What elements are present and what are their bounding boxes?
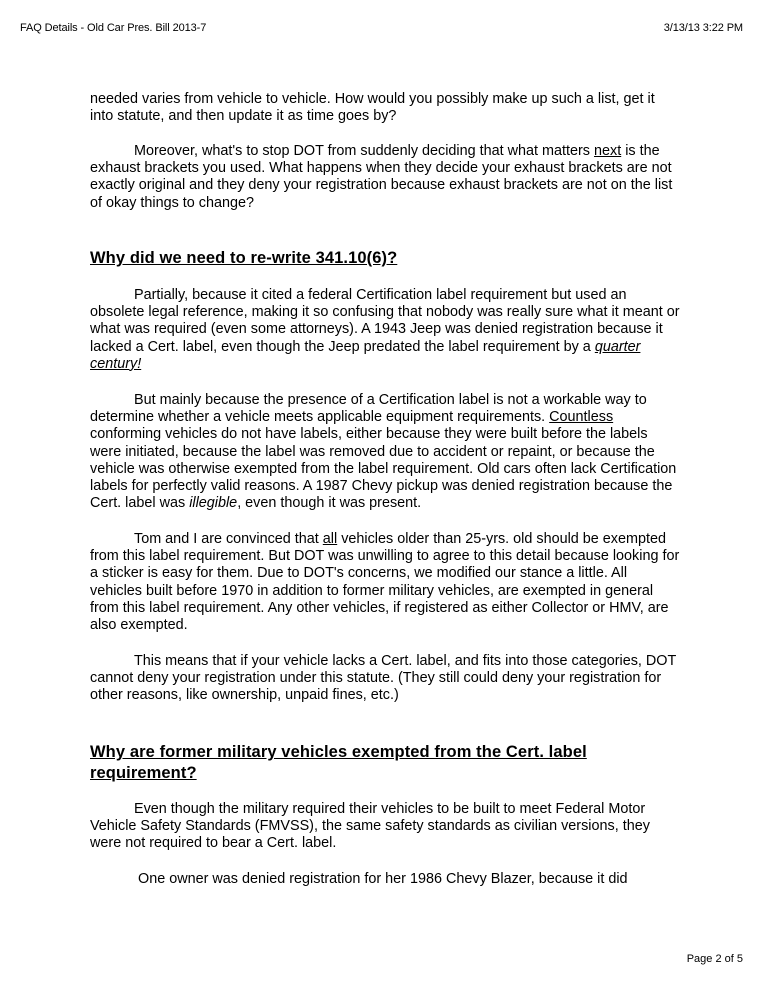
emphasis-countless: Countless xyxy=(549,409,614,426)
emphasis-next: next xyxy=(594,143,622,159)
paragraph-list-intro xyxy=(90,91,680,125)
paragraph-4-text-c: , even though it was present. xyxy=(237,495,422,512)
paragraph-7: Even though the military required their vehicles to be built to meet Federal Motor Vehicle Safety Standards (FMVSS), the same safety standards as civilian versions, they were not required to bear a Cert. label. xyxy=(90,801,650,852)
emphasis-illegible: illegible xyxy=(189,495,238,512)
paragraph-1: needed varies from vehicle to vehicle. How would you possibly make up such a list, get it into statute, and then update it as time goes by? xyxy=(90,91,655,125)
paragraph-4-text-a: But mainly because the presence of a Certification label is not a workable way to determine whether a vehicle meets applicable equipment requirements. xyxy=(90,392,647,426)
emphasis-quarter-century: quarter century! xyxy=(90,338,641,372)
paragraph-2-text-a: Moreover, what's to stop DOT from suddenly deciding that what matters xyxy=(134,143,594,159)
page-number: Page 2 of 5 xyxy=(686,953,743,965)
paragraph-2 xyxy=(90,143,680,212)
paragraph-3-text: Partially, because it cited a federal Certification label requirement but used an obsolete legal reference, making it so confusing that nobody was really sure what it meant or what was required (even some attorneys). A 1943 Jeep was denied registration because it lacked a Cert. label, even though the Jeep predated the label requirement by a xyxy=(90,287,680,355)
print-timestamp: 3/13/13 3:22 PM xyxy=(663,22,743,34)
paragraph-2-text-b: is the exhaust brackets you used. What happens when they decide your exhaust brackets are not exactly original and they deny your registration because exhaust brackets are not on the list of okay things to change? xyxy=(90,143,673,211)
paragraph-6: This means that if your vehicle lacks a Cert. label, and fits into those categories, DOT cannot deny your registration under this statute. (They still could deny your registration for other reasons, like ownership, unpaid fines, etc.) xyxy=(90,653,677,704)
document-title: FAQ Details - Old Car Pres. Bill 2013-7 xyxy=(20,22,207,34)
paragraph-5 xyxy=(90,531,680,634)
paragraph-4-text-b: conforming vehicles do not have labels, either because they were built before the labels were initiated, because the label was removed due to accident or repaint, or because the vehicle was otherwise exempted from the label requirement. Old cars often lack Certification labels for perfectly valid reasons. A 1987 Chevy pickup was denied registration because the Cert. label was xyxy=(90,426,677,512)
section-heading-military: Why are former military vehicles exempted from the Cert. label requirement? xyxy=(90,743,587,782)
section-heading-rewrite: Why did we need to re-write 341.10(6)? xyxy=(90,249,398,267)
emphasis-all: all xyxy=(322,531,338,547)
paragraph-5-text-b: vehicles older than 25-yrs. old should be exempted from this label requirement. But DOT was unwilling to agree to this detail because looking for a sticker is easy for them. Due to DOT's concerns, we modified our stance a little. All vehicles built before 1970 in addition to former military vehicles, are exempted in general from this label requirement. Any other vehicles, if registered as either Collector or HMV, are also exempted. xyxy=(90,531,680,634)
paragraph-8: One owner was denied registration for her 1986 Chevy Blazer, because it did xyxy=(138,871,628,887)
paragraph-4 xyxy=(90,392,680,512)
paragraph-5-text-a: Tom and I are convinced that xyxy=(134,531,323,547)
paragraph-3 xyxy=(90,287,680,373)
